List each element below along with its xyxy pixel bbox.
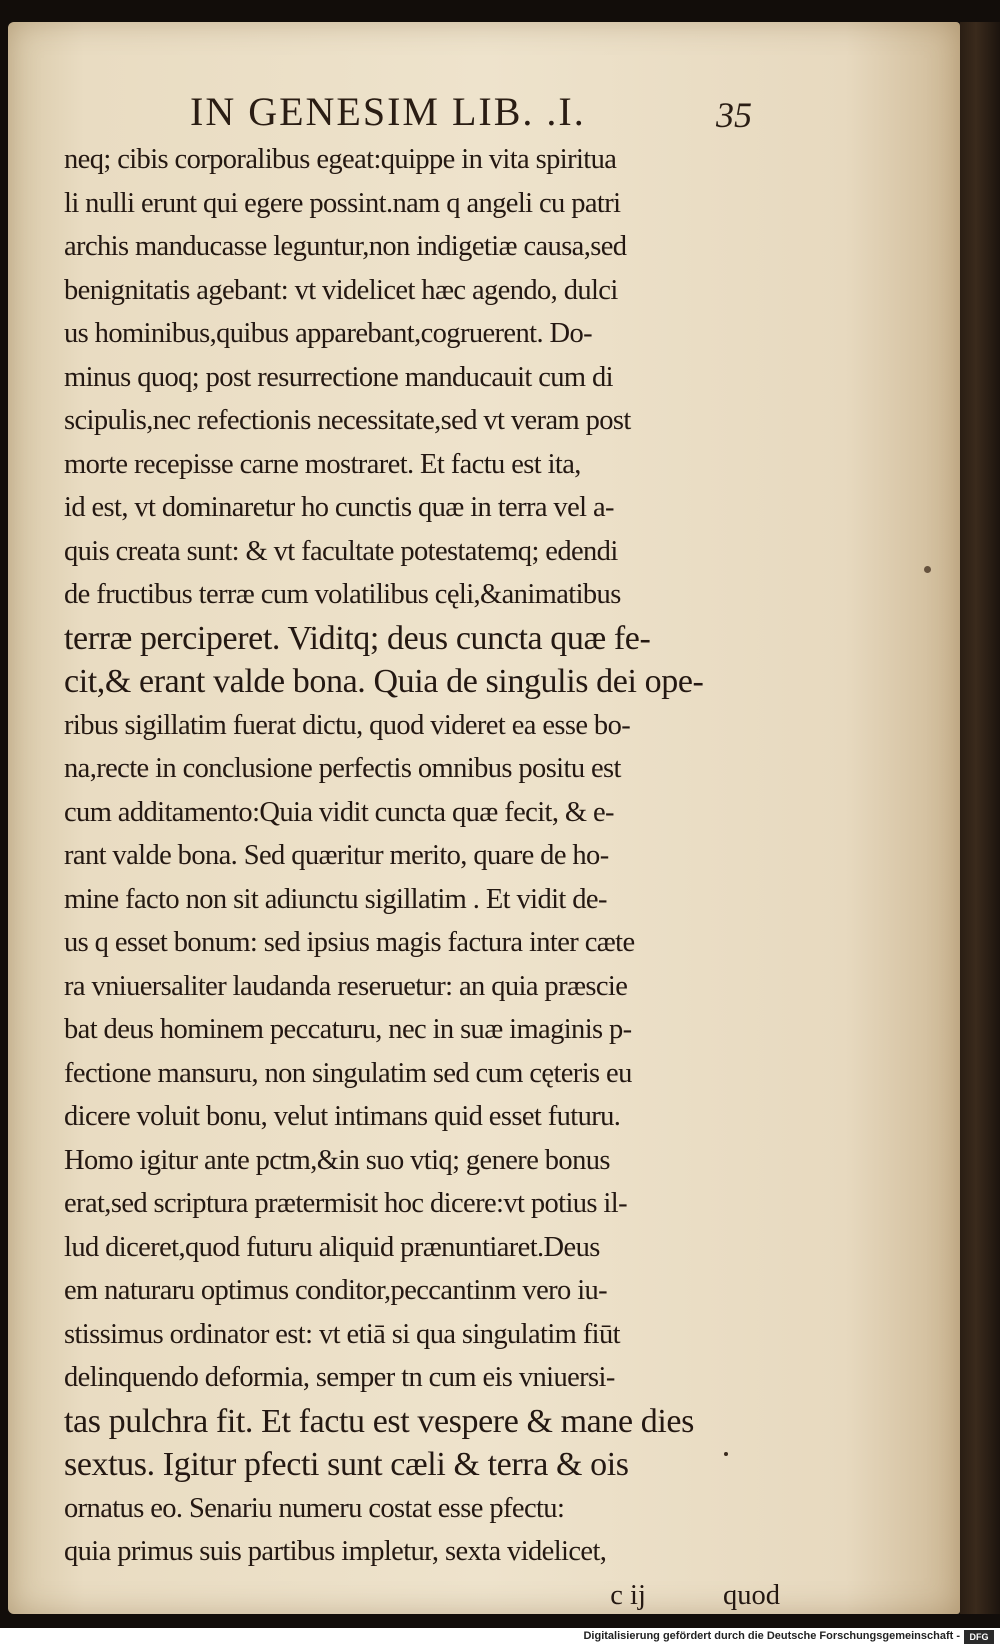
text-line: erat,sed scriptura prætermisit hoc dicere:vt potius il-	[64, 1188, 627, 1219]
book-edge	[960, 22, 1000, 1614]
text-line: bat deus hominem peccaturu, nec in suæ imaginis p-	[64, 1014, 632, 1045]
text-line: terræ perciperet. Viditq; deus cuncta quæ fe-	[64, 619, 651, 657]
text-line: morte recepisse carne mostraret. Et factu est ita,	[64, 448, 581, 480]
text-line: scipulis,nec refectionis necessitate,sed vt veram post	[64, 405, 631, 436]
text-line: quia primus suis partibus impletur, sexta videlicet,	[64, 1536, 607, 1567]
text-line: li nulli erunt qui egere possint.nam q angeli cu patri	[64, 187, 621, 219]
text-line: fectione mansuru, non singulatim sed cum cęteris eu	[64, 1057, 632, 1089]
text-line: quis creata sunt: & vt facultate potestatemq; edendi	[64, 535, 618, 567]
text-line: archis manducasse leguntur,non indigetiæ causa,sed	[64, 231, 627, 262]
catchline	[64, 1574, 780, 1618]
text-line: sextus. Igitur pfecti sunt cæli & terra & ois	[64, 1446, 629, 1483]
running-head: IN GENESIM LIB. .I.	[190, 89, 586, 134]
signature-mark: c ij	[610, 1579, 646, 1611]
text-line: ribus sigillatim fuerat dictu, quod videret ea esse bo-	[64, 709, 631, 741]
digitization-credit: Digitalisierung gefördert durch die Deutsche Forschungsgemeinschaft -	[583, 1630, 960, 1642]
text-line: de fructibus terræ cum volatilibus cęli,&animatibus	[64, 579, 621, 610]
text-line: us q esset bonum: sed ipsius magis factura inter cæte	[64, 927, 635, 958]
text-line: ra vniuersaliter laudanda reseruetur: an quia præscie	[64, 970, 628, 1002]
text-line: mine facto non sit adiunctu sigillatim . Et vidit de-	[64, 883, 607, 915]
text-line: us hominibus,quibus apparebant,cogruerent. Do-	[64, 318, 593, 349]
text-line: na,recte in conclusione perfectis omnibus positu est	[64, 753, 621, 784]
ink-speck	[924, 566, 931, 573]
text-block	[64, 138, 780, 1617]
text-line: delinquendo deformia, semper tn cum eis vniuersi-	[64, 1362, 615, 1393]
text-line: rant valde bona. Sed quæritur merito, quare de ho-	[64, 840, 609, 871]
text-line: Homo igitur ante pctm,&in suo vtiq; genere bonus	[64, 1144, 610, 1176]
text-line: dicere voluit bonu, velut intimans quid esset futuru.	[64, 1101, 621, 1132]
text-line: lud diceret,quod futuru aliquid prænuntiaret.Deus	[64, 1231, 600, 1263]
text-line: id est, vt dominaretur ho cunctis quæ in terra vel a-	[64, 492, 614, 523]
text-line: cum additamento:Quia vidit cuncta quæ fecit, & e-	[64, 796, 614, 828]
text-line: ornatus eo. Senariu numeru costat esse pfectu:	[64, 1492, 565, 1524]
text-line: cit,& erant valde bona. Quia de singulis dei ope-	[64, 663, 704, 700]
text-line: em naturaru optimus conditor,peccantinm vero iu-	[64, 1275, 608, 1306]
page-number: 35	[716, 95, 752, 135]
ink-speck	[724, 1452, 728, 1456]
text-line: stissimus ordinator est: vt etiā si qua singulatim fiūt	[64, 1318, 620, 1350]
catchword: quod	[723, 1579, 780, 1611]
text-line: benignitatis agebant: vt videlicet hæc agendo, dulci	[64, 274, 618, 306]
text-line: tas pulchra fit. Et factu est vespere & mane dies	[64, 1402, 694, 1440]
text-line: minus quoq; post resurrectione manducauit cum di	[64, 361, 613, 393]
text-line: neq; cibis corporalibus egeat:quippe in vita spiritua	[64, 144, 617, 175]
dfg-logo: DFG	[964, 1630, 994, 1644]
